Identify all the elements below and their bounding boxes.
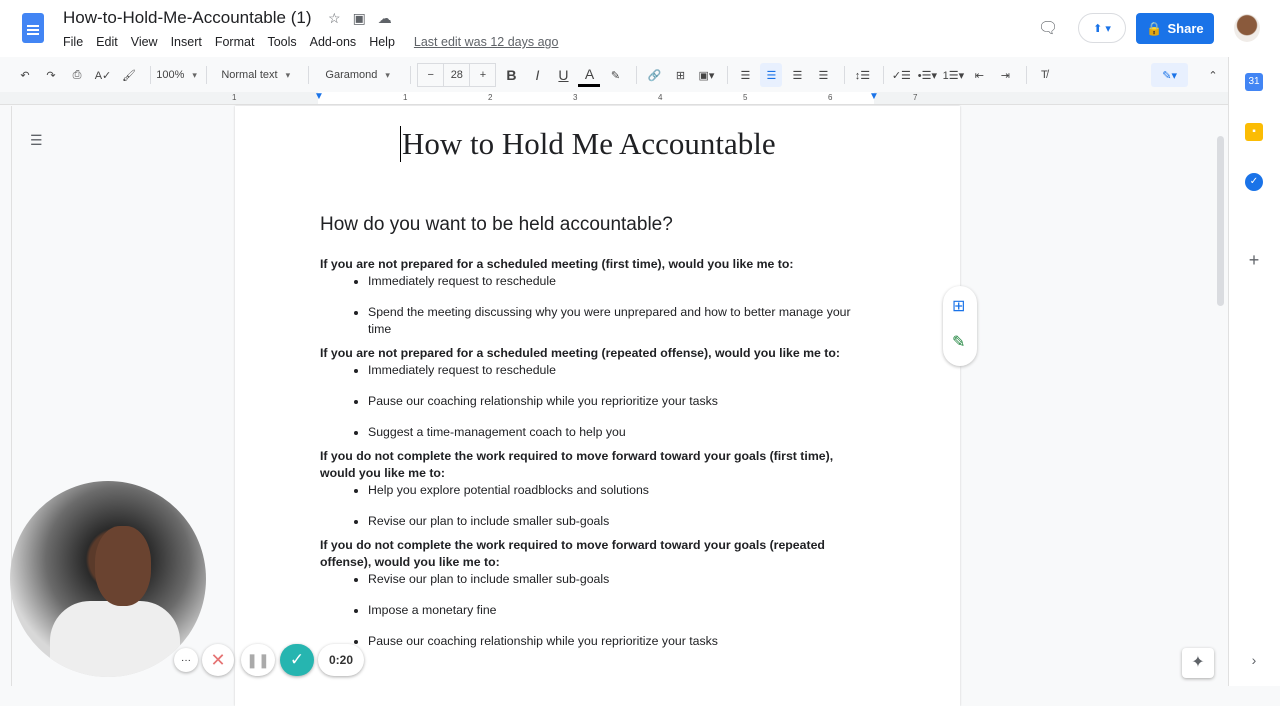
redo-icon[interactable]: ↷ [46, 69, 56, 82]
document-page[interactable] [235, 106, 960, 706]
vertical-ruler [0, 106, 12, 686]
doc-title[interactable]: How to Hold Me Accountable [402, 126, 776, 161]
menu-file[interactable]: File [63, 35, 84, 49]
list-item: • Pause our coaching relationship while you reprioritize your tasks [368, 633, 865, 650]
collapse-toolbar-icon[interactable]: ⌃ [1208, 69, 1218, 82]
align-center-icon[interactable]: ☰ [760, 63, 782, 87]
toolbar [14, 60, 1228, 90]
recording-timer: 0:20 [318, 644, 364, 676]
decrease-indent-icon[interactable]: ⇤ [974, 69, 984, 82]
list-item: • Help you explore potential roadblocks and solutions [368, 482, 865, 499]
ruler-label: 7 [913, 93, 918, 102]
menu-tools[interactable]: Tools [267, 35, 297, 49]
align-right-icon[interactable]: ☰ [792, 69, 803, 82]
menu-view[interactable]: View [130, 35, 158, 49]
checklist-icon[interactable]: ✓☰ [891, 69, 911, 82]
cancel-recording-button[interactable]: ✕ [202, 644, 234, 676]
text-color-icon[interactable]: A [578, 63, 600, 87]
floating-actions [943, 286, 977, 366]
add-comment-icon[interactable]: ⊞ [952, 298, 966, 315]
style-select[interactable]: Normal text ▾ [213, 63, 298, 87]
ruler-label: 5 [743, 93, 748, 102]
webcam-video [10, 481, 206, 677]
share-button[interactable] [1136, 13, 1214, 44]
finish-recording-button[interactable]: ✓ [280, 644, 314, 676]
share-label: Share [1167, 21, 1204, 36]
doc-body[interactable] [320, 256, 865, 664]
present-button[interactable]: ⬆ ▾ [1078, 13, 1126, 43]
line-spacing-icon[interactable]: ↕☰ [854, 69, 871, 82]
italic-icon[interactable]: I [535, 67, 540, 83]
question: If you do not complete the work required to move forward toward your goals (repeated offense), would you like me to: [320, 538, 825, 569]
decrease-font-size-button[interactable]: − [417, 63, 444, 87]
justify-icon[interactable]: ☰ [818, 69, 829, 82]
document-outline-icon[interactable]: ☰ [30, 132, 43, 148]
font-size-input[interactable]: 28 [443, 63, 470, 87]
ruler-label: 4 [658, 93, 663, 102]
editing-mode-icon[interactable]: ✎▾ [1151, 63, 1188, 87]
menu-help[interactable]: Help [369, 35, 395, 49]
avatar[interactable] [1234, 14, 1260, 42]
explore-icon[interactable]: ✦ [1182, 648, 1214, 678]
document-title[interactable]: How-to-Hold-Me-Accountable (1) [63, 8, 312, 27]
bold-icon[interactable]: B [506, 67, 517, 83]
undo-icon[interactable]: ↶ [20, 69, 30, 82]
scrollbar[interactable] [1217, 136, 1224, 306]
side-panel [1228, 57, 1280, 686]
add-comment-icon[interactable]: ⊞ [675, 69, 686, 82]
right-indent-marker[interactable]: ▼ [869, 91, 879, 102]
cloud-status-icon[interactable]: ☁ [377, 10, 392, 26]
add-addon-icon[interactable]: + [1248, 250, 1260, 270]
question: If you are not prepared for a scheduled meeting (first time), would you like me to: [320, 257, 794, 271]
bulleted-list-icon[interactable]: •☰▾ [917, 69, 937, 82]
calendar-icon[interactable]: 31 [1245, 73, 1263, 91]
comment-history-icon[interactable]: 🗨 [1038, 20, 1059, 37]
question: If you are not prepared for a scheduled meeting (repeated offense), would you like me to: [320, 346, 840, 360]
left-indent-marker[interactable]: ▼ [314, 91, 324, 102]
menu-format[interactable]: Format [214, 35, 255, 49]
lock-icon: 🔒 [1146, 20, 1163, 36]
list-item: • Revise our plan to include smaller sub-goals [368, 571, 865, 588]
insert-image-icon[interactable]: ▣▾ [698, 69, 715, 82]
move-folder-icon[interactable]: ▣ [352, 10, 366, 26]
list-item: • Spend the meeting discussing why you were unprepared and how to better manage your time [368, 304, 865, 338]
ruler-label: 2 [488, 93, 493, 102]
ruler-label: 1 [403, 93, 408, 102]
question: If you do not complete the work required to move forward toward your goals (first time), would you like me to: [320, 449, 834, 480]
menu-bar [63, 35, 558, 49]
highlight-icon[interactable]: ✎ [610, 69, 621, 82]
list-item: • Impose a monetary fine [368, 602, 865, 619]
ruler-label: 3 [573, 93, 578, 102]
expand-panel-icon[interactable]: › [1251, 652, 1257, 668]
ruler[interactable] [0, 92, 1228, 105]
tasks-icon[interactable]: ✓ [1245, 173, 1263, 191]
list-item: • Suggest a time-management coach to help you [368, 424, 865, 441]
keep-icon[interactable]: ▪ [1245, 123, 1263, 141]
spellcheck-icon[interactable]: A✓ [94, 69, 112, 82]
menu-insert[interactable]: Insert [170, 35, 202, 49]
doc-heading[interactable]: How do you want to be held accountable? [320, 214, 673, 235]
print-icon[interactable]: ⎙ [72, 68, 82, 81]
align-left-icon[interactable]: ☰ [740, 69, 751, 82]
menu-edit[interactable]: Edit [96, 35, 118, 49]
underline-icon[interactable]: U [558, 67, 569, 83]
numbered-list-icon[interactable]: 1☰▾ [942, 69, 965, 82]
docs-logo-icon[interactable] [22, 13, 44, 43]
pause-button[interactable]: ❚❚ [241, 644, 275, 676]
paint-format-icon[interactable]: 🖌 [122, 69, 136, 82]
list-item: • Immediately request to reschedule [368, 273, 865, 290]
ruler-label: 6 [828, 93, 833, 102]
suggest-edits-icon[interactable]: ✎ [952, 334, 966, 351]
increase-font-size-button[interactable]: + [469, 63, 496, 87]
star-icon[interactable]: ☆ [328, 10, 341, 26]
menu-addons[interactable]: Add-ons [309, 35, 357, 49]
ruler-label: 1 [232, 93, 237, 102]
increase-indent-icon[interactable]: ⇥ [1000, 69, 1010, 82]
zoom-select[interactable]: 100% ▾ [157, 63, 196, 87]
more-options-button[interactable]: ··· [174, 648, 198, 672]
clear-formatting-icon[interactable]: T̸ [1040, 69, 1048, 81]
list-item: • Immediately request to reschedule [368, 362, 865, 379]
list-item: • Pause our coaching relationship while you reprioritize your tasks [368, 393, 865, 410]
font-select[interactable]: Garamond ▾ [315, 63, 400, 87]
link-icon[interactable]: 🔗 [647, 69, 662, 82]
top-bar [0, 0, 1280, 57]
list-item: • Revise our plan to include smaller sub-goals [368, 513, 865, 530]
last-edit-link[interactable]: Last edit was 12 days ago [413, 35, 559, 49]
